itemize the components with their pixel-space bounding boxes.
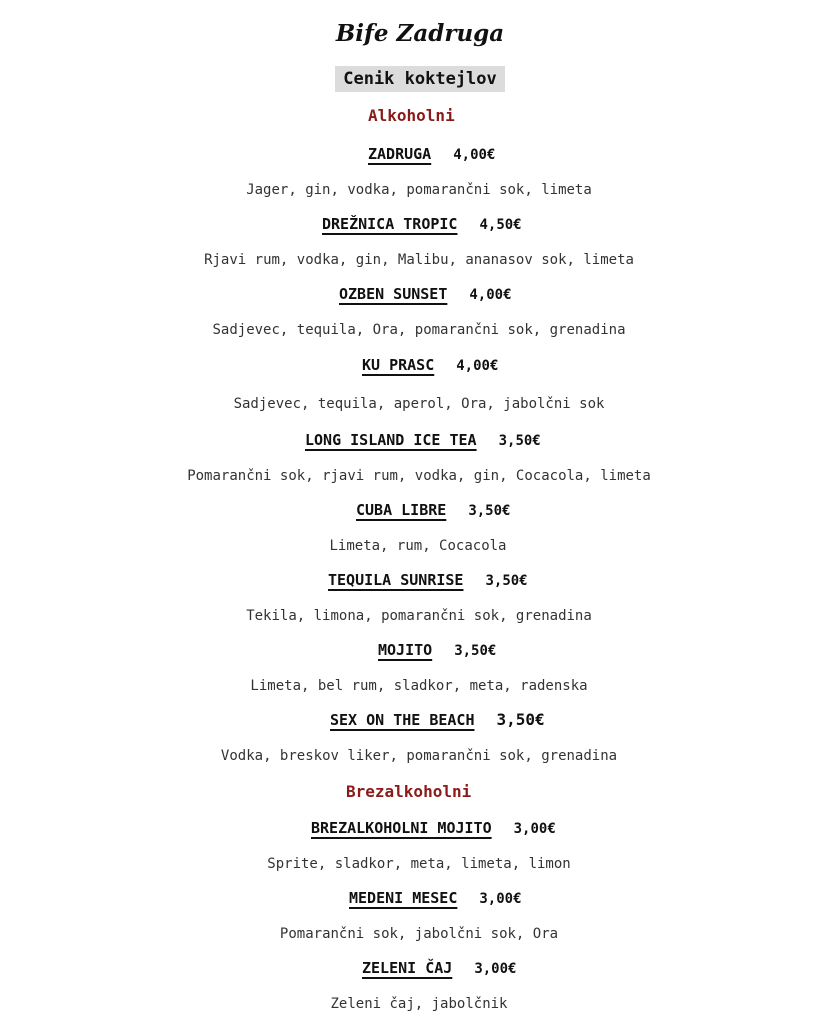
menu-item-title — [305, 431, 541, 449]
cocktail-name: MEDENI MESEC — [349, 889, 458, 907]
cocktail-ingredients: Jager, gin, vodka, pomarančni sok, limeta — [246, 182, 592, 198]
menu-item-title — [311, 819, 556, 837]
cocktail-price: 3,00€ — [474, 961, 517, 977]
cocktail-price: 3,50€ — [496, 710, 545, 729]
cocktail-ingredients: Sadjevec, tequila, aperol, Ora, jabolčni sok — [233, 396, 605, 412]
menu-item-title — [378, 641, 496, 659]
menu-item-title — [328, 571, 528, 589]
cocktail-ingredients: Limeta, rum, Cocacola — [329, 538, 507, 554]
menu-item-title — [368, 145, 495, 163]
cocktail-name: MOJITO — [378, 641, 433, 659]
menu-item-title — [362, 356, 498, 374]
cocktail-name: KU PRASC — [362, 356, 435, 374]
cocktail-ingredients: Tekila, limona, pomarančni sok, grenadina — [246, 608, 592, 624]
menu-item-title — [330, 710, 545, 729]
menu-item-title — [339, 285, 512, 303]
cocktail-ingredients: Rjavi rum, vodka, gin, Malibu, ananasov sok, limeta — [204, 252, 634, 268]
cocktail-name: TEQUILA SUNRISE — [328, 571, 464, 589]
cocktail-price: 4,00€ — [453, 147, 496, 163]
cocktail-ingredients: Sprite, sladkor, meta, limeta, limon — [267, 856, 571, 872]
cocktail-name: SEX ON THE BEACH — [330, 711, 475, 729]
cocktail-ingredients: Zeleni čaj, jabolčnik — [330, 996, 508, 1012]
cocktail-name: BREZALKOHOLNI MOJITO — [311, 819, 492, 837]
cocktail-name: OZBEN SUNSET — [339, 285, 448, 303]
cocktail-ingredients: Vodka, breskov liker, pomarančni sok, grenadina — [220, 748, 618, 764]
cocktail-price: 4,50€ — [479, 217, 522, 233]
cocktail-name: DREŽNICA TROPIC — [322, 215, 458, 233]
menu-item-title — [322, 215, 522, 233]
cocktail-price: 3,50€ — [454, 643, 497, 659]
cocktail-price: 3,00€ — [513, 821, 556, 837]
menu-item-title — [362, 959, 516, 977]
page-title: Bife Zadruga — [335, 20, 505, 47]
cocktail-ingredients: Pomarančni sok, jabolčni sok, Ora — [279, 926, 559, 942]
cocktail-name: LONG ISLAND ICE TEA — [305, 431, 477, 449]
cocktail-ingredients: Limeta, bel rum, sladkor, meta, radenska — [250, 678, 588, 694]
section-heading-brezalkoholni: Brezalkoholni — [346, 782, 472, 801]
cocktail-ingredients: Sadjevec, tequila, Ora, pomarančni sok, grenadina — [212, 322, 626, 338]
section-heading-alkoholni: Alkoholni — [368, 106, 455, 125]
page-subtitle: Cenik koktejlov — [335, 66, 505, 92]
cocktail-ingredients: Pomarančni sok, rjavi rum, vodka, gin, Cocacola, limeta — [187, 468, 651, 484]
cocktail-price: 3,50€ — [468, 503, 511, 519]
cocktail-name: ZELENI ČAJ — [362, 959, 453, 977]
cocktail-price: 3,50€ — [485, 573, 528, 589]
cocktail-price: 3,00€ — [479, 891, 522, 907]
cocktail-price: 4,00€ — [469, 287, 512, 303]
cocktail-name: ZADRUGA — [368, 145, 432, 163]
cocktail-price: 4,00€ — [456, 358, 499, 374]
cocktail-price: 3,50€ — [498, 433, 541, 449]
menu-item-title — [349, 889, 522, 907]
cocktail-name: CUBA LIBRE — [356, 501, 447, 519]
menu-item-title — [356, 501, 510, 519]
